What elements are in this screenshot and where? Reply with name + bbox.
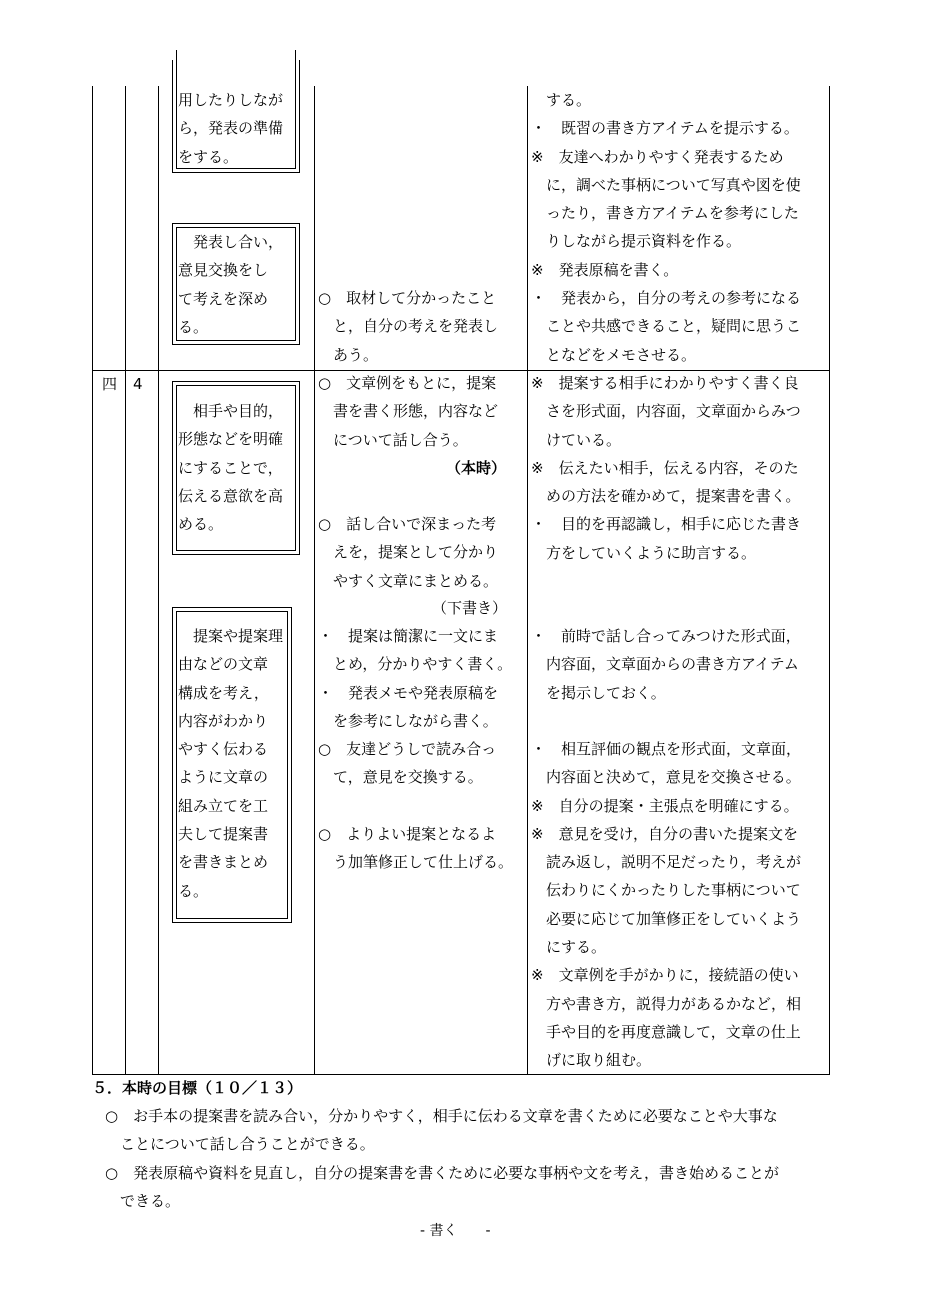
table-divider-hours — [158, 86, 159, 1074]
honji-label: （本時） — [446, 459, 507, 477]
row2-notes-items: ・ 前時で話し合ってみつけた形式面， 内容面，文章面からの書き方アイテム を掲示しておく。 — [531, 627, 801, 702]
row2-activity-points: ・ 提案は簡潔に一文にま とめ，分かりやすく書く。 ・ 発表メモや発表原稿を を参考にしながら書く。 ○ 友達どうしで読み合っ て，意見を交換する。 — [318, 627, 513, 787]
table-divider-activity — [527, 86, 528, 1074]
lesson-goal-1: ○ お手本の提案書を読み合い，分かりやすく，相手に伝わる文章を書くために必要なことや大事な ことについて話し合うことができる。 — [105, 1107, 778, 1154]
row2-activity-discuss: ○ 文章例をもとに，提案 書を書く形態，内容など について話し合う。 — [318, 374, 499, 449]
goal-box-prepare-text: 用したりしなが ら，発表の準備 をする。 — [178, 91, 284, 166]
shitagaki-label: （下書き） — [432, 599, 508, 617]
table-border-right — [829, 86, 830, 1074]
stage-number: 四 — [102, 375, 118, 393]
row1-notes: する。 ・ 既習の書き方アイテムを提示する。 ※ 友達へわかりやすく発表するため に，調べた事柄について写真や図を使 ったり，書き方アイテムを参考にした りしながら提示資料を作る。 ※ 発表原稿を書く。 ・ 発表から，自分の考えの参考になる ことや共感できること，疑問に思うこ となどをメモさせる。 — [531, 91, 802, 364]
page-footer: - 書く - — [420, 1223, 491, 1239]
row2-activity-write: ○ 話し合いで深まった考 えを，提案として分かり やすく文章にまとめる。 — [318, 515, 499, 590]
goal-box-structure-text: 提案や提案理 由などの文章 構成を考え， 内容がわかり やすく伝わる ように文章の 組み立てを工 夫して提案書 を書きまとめ る。 — [178, 627, 284, 900]
row1-activity: ○ 取材して分かったこと と，自分の考えを発表し あう。 — [318, 289, 499, 364]
lesson-goal-2: ○ 発表原稿や資料を見直し，自分の提案書を書くために必要な事柄や文を考え，書き始めることが できる。 — [105, 1164, 779, 1211]
row2-notes-review: ・ 相互評価の観点を形式面，文章面， 内容面と決めて，意見を交換させる。 ※ 自分の提案・主張点を明確にする。 ※ 意見を受け，自分の書いた提案文を 読み返し，説明不足だったり，考えが 伝わりにくかったりした事柄について 必要に応じて加筆修正をしていくよう にする。 ※ 文章例を手がかりに，接続語の使い 方や書き方，説得力があるかなど，相 手や目的を再度意識して，文章の仕上 げに取り組む。 — [531, 740, 802, 1070]
row2-activity-revise: ○ よりよい提案となるよ う加筆修正して仕上げる。 — [318, 825, 514, 872]
row2-notes-evaluation: ※ 提案する相手にわかりやすく書く良 さを形式面，内容面，文章面からみつ けている。 ※ 伝えたい相手，伝える内容，そのた めの方法を確かめて，提案書を書く。 ・ 目的を再認識し，相手に応じた書き 方をしていくように助言する。 — [531, 374, 802, 562]
goal-box-purpose-text: 相手や目的， 形態などを明確 にすることで， 伝える意欲を高 める。 — [178, 402, 284, 534]
section-heading: ５．本時の目標（１０／１３） — [92, 1079, 303, 1097]
goal-box-share-text: 発表し合い， 意見交換をし て考えを深め る。 — [178, 233, 284, 336]
table-divider-stage — [125, 86, 126, 1074]
table-divider-goals — [314, 86, 315, 1074]
hours-count: 4 — [133, 375, 143, 393]
table-border-left — [92, 86, 93, 1074]
